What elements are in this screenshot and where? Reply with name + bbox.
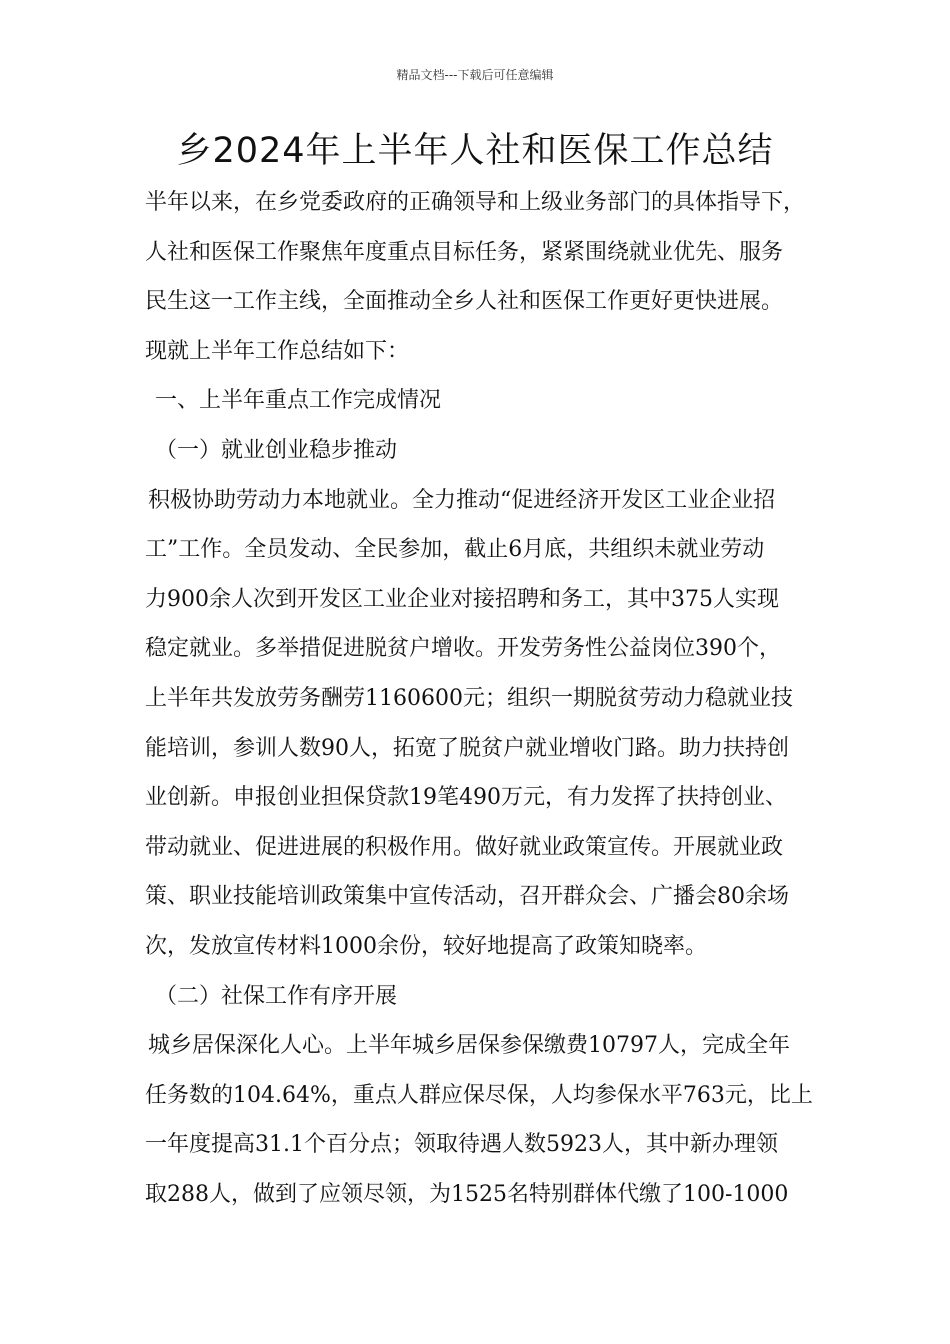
document-title: 乡2024年上半年人社和医保工作总结 [176,131,774,171]
body-line: 上半年共发放劳务酬劳1160600元；组织一期脱贫劳动力稳就业技 [145,685,793,711]
body-line: 民生这一工作主线，全面推动全乡人社和医保工作更好更快进展。 [145,289,784,315]
body-line: 取288人，做到了应领尽领，为1525名特别群体代缴了100-1000 [145,1181,789,1207]
body-line: 能培训，参训人数90人，拓宽了脱贫户就业增收门路。助力扶持创 [145,735,789,761]
body-line: 任务数的104.64%，重点人群应保尽保，人均参保水平763元，比上 [145,1082,813,1108]
body-line: 城乡居保深化人心。上半年城乡居保参保缴费10797人，完成全年 [148,1033,790,1059]
body-line: 次，发放宣传材料1000余份，较好地提高了政策知晓率。 [145,933,707,959]
body-line: 力900余人次到开发区工业企业对接招聘和务工，其中375人实现 [145,586,779,612]
subsection-heading: （二）社保工作有序开展 [155,983,398,1009]
body-line: 稳定就业。多举措促进脱贫户增收。开发劳务性公益岗位390个， [145,636,781,662]
subsection-heading: （一）就业创业稳步推动 [155,437,398,463]
section-heading: 一、上半年重点工作完成情况 [155,388,442,414]
body-line: 半年以来，在乡党委政府的正确领导和上级业务部门的具体指导下， [145,190,806,215]
document-body [145,178,815,1219]
body-line: 业创新。申报创业担保贷款19笔490万元，有力发挥了扶持创业、 [145,785,787,811]
body-line: 人社和医保工作聚焦年度重点目标任务，紧紧围绕就业优先、服务 [145,239,784,265]
body-line: 带动就业、促进进展的积极作用。做好就业政策宣传。开展就业政 [145,834,784,860]
body-line: 一年度提高31.1个百分点；领取待遇人数5923人，其中新办理领 [145,1132,778,1158]
body-line: 现就上半年工作总结如下： [145,338,410,364]
header-note: 精品文档---下载后可任意编辑 [396,68,554,82]
body-line: 策、职业技能培训政策集中宣传活动，召开群众会、广播会80余场 [145,884,789,910]
body-line: 工”工作。全员发动、全民参加，截止6月底，共组织未就业劳动 [145,537,765,563]
body-line: 积极协助劳动力本地就业。全力推动“促进经济开发区工业企业招 [148,487,776,513]
